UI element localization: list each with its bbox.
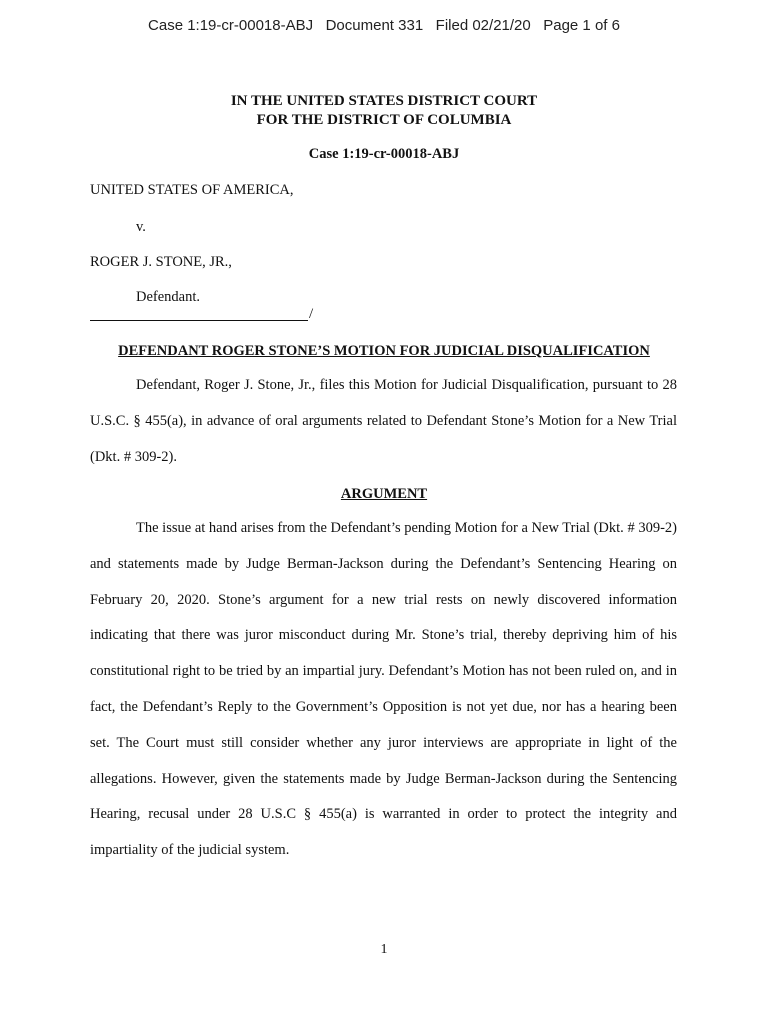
court-name-line1: IN THE UNITED STATES DISTRICT COURT xyxy=(230,93,538,109)
argument-heading: ARGUMENT xyxy=(340,486,428,502)
caption-plaintiff: UNITED STATES OF AMERICA, xyxy=(90,182,294,198)
motion-title: DEFENDANT ROGER STONE’S MOTION FOR JUDICIAL DISQUALIFICATION xyxy=(118,343,650,359)
argument-paragraph: The issue at hand arises from the Defendant’s pending Motion for a New Trial (Dkt. # 309-2) and statements made by Judge Berman-Jackson during the Defendant’s Sentencing Hearing on February 20, 2020. Stone’s argument for a new trial rests on newly discovered information indicating that there was juror misconduct during Mr. Stone’s trial, thereby depriving him of his constitutional right to be tried by an impartial jury. Defendant’s Motion has not been ruled on, and in fact, the Defendant’s Reply to the Government’s Opposition is not yet due, nor has a hearing been set. The Court must still consider whether any juror interviews are appropriate in light of the allegations. However, given the statements made by Judge Berman-Jackson during the Sentencing Hearing, recusal under 28 U.S.C § 455(a) is warranted in order to protect the integrity and impartiality of the judicial system. xyxy=(90,520,677,859)
case-number: Case 1:19-cr-00018-ABJ xyxy=(308,146,460,162)
caption-slash: / xyxy=(309,306,314,322)
caption-defendant-name: ROGER J. STONE, JR., xyxy=(90,254,232,270)
caption-versus: v. xyxy=(136,219,146,235)
caption-rule xyxy=(90,320,308,321)
motion-intro-paragraph: Defendant, Roger J. Stone, Jr., files this Motion for Judicial Disqualification, pursuant to 28 U.S.C. § 455(a), in advance of oral arguments related to Defendant Stone’s Motion for a New Trial (Dkt. # 309-2). xyxy=(90,377,677,465)
motion-intro-block xyxy=(90,368,677,475)
filing-stamp-header: Case 1:19-cr-00018-ABJ Document 331 Filed 02/21/20 Page 1 of 6 xyxy=(148,17,620,34)
page-number: 1 xyxy=(380,942,388,957)
court-name-line2: FOR THE DISTRICT OF COLUMBIA xyxy=(256,112,512,128)
caption-defendant-label: Defendant. xyxy=(136,289,201,305)
argument-block xyxy=(90,511,677,869)
